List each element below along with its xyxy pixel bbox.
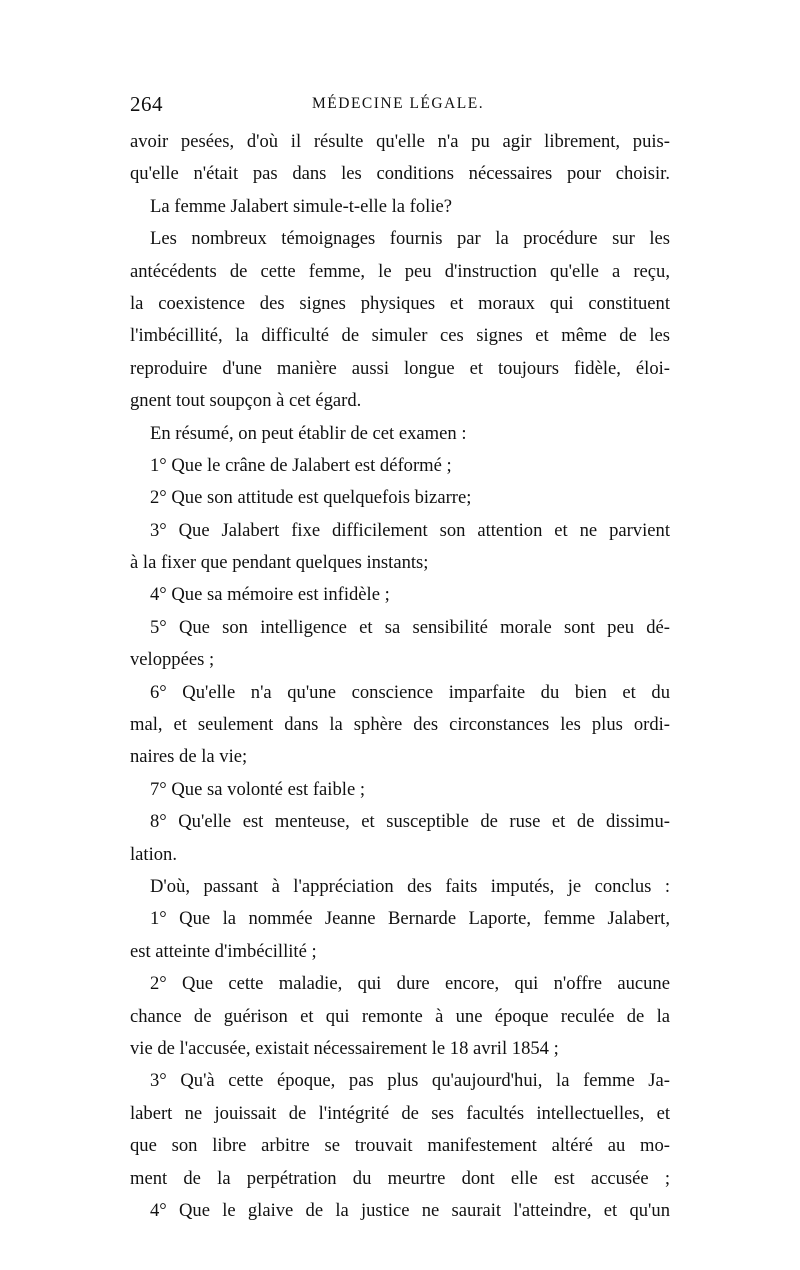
text-line: mal, et seulement dans la sphère des circonstances les plus ordi- bbox=[130, 714, 670, 736]
text-line: l'imbécillité, la difficulté de simuler ces signes et même de les bbox=[130, 325, 670, 347]
text-line: naires de la vie; bbox=[130, 746, 248, 768]
text-line: est atteinte d'imbécillité ; bbox=[130, 940, 317, 962]
running-title: MÉDECINE LÉGALE. bbox=[312, 95, 485, 112]
text-line: Les nombreux témoignages fournis par la procédure sur les bbox=[150, 228, 670, 250]
text-line: antécédents de cette femme, le peu d'instruction qu'elle a reçu, bbox=[130, 260, 670, 282]
text-line: vie de l'accusée, existait nécessairement le 18 avril 1854 ; bbox=[130, 1037, 559, 1059]
text-line: 4° Que sa mémoire est infidèle ; bbox=[150, 584, 390, 606]
text-line: 3° Que Jalabert fixe difficilement son attention et ne parvient bbox=[150, 519, 670, 541]
text-line: ment de la perpétration du meurtre dont elle est accusée ; bbox=[130, 1167, 670, 1189]
page-number: 264 bbox=[130, 92, 163, 116]
text-line: reproduire d'une manière aussi longue et toujours fidèle, éloi- bbox=[130, 357, 670, 379]
page-header bbox=[130, 92, 670, 116]
text-line: qu'elle n'était pas dans les conditions nécessaires pour choisir. bbox=[130, 163, 670, 185]
text-line: La femme Jalabert simule-t-elle la folie? bbox=[150, 195, 453, 217]
text-line: avoir pesées, d'où il résulte qu'elle n'a pu agir librement, puis- bbox=[130, 131, 670, 152]
text-line: 5° Que son intelligence et sa sensibilité morale sont peu dé- bbox=[150, 616, 670, 638]
text-line: la coexistence des signes physiques et moraux qui constituent bbox=[130, 292, 670, 314]
text-line: lation. bbox=[130, 843, 177, 865]
text-line: 4° Que le glaive de la justice ne saurait l'atteindre, et qu'un bbox=[150, 1199, 670, 1221]
text-line: labert ne jouissait de l'intégrité de ses facultés intellectuelles, et bbox=[130, 1102, 670, 1124]
text-line: chance de guérison et qui remonte à une époque reculée de la bbox=[130, 1005, 670, 1027]
text-line: 1° Que le crâne de Jalabert est déformé ; bbox=[150, 454, 452, 476]
text-line: à la fixer que pendant quelques instants; bbox=[130, 552, 429, 574]
text-line: D'où, passant à l'appréciation des faits imputés, je conclus : bbox=[150, 875, 670, 897]
text-line: gnent tout soupçon à cet égard. bbox=[130, 390, 362, 412]
text-line: que son libre arbitre se trouvait manifestement altéré au mo- bbox=[130, 1135, 670, 1157]
text-line: En résumé, on peut établir de cet examen : bbox=[150, 422, 467, 444]
text-line: 1° Que la nommée Jeanne Bernarde Laporte, femme Jalabert, bbox=[150, 908, 670, 930]
text-line: 6° Qu'elle n'a qu'une conscience imparfaite du bien et du bbox=[150, 681, 670, 703]
text-line: 8° Qu'elle est menteuse, et susceptible de ruse et de dissimu- bbox=[150, 811, 670, 833]
text-line: 7° Que sa volonté est faible ; bbox=[150, 778, 366, 800]
text-line: 2° Que cette maladie, qui dure encore, qui n'offre aucune bbox=[150, 973, 670, 995]
text-line: 2° Que son attitude est quelquefois bizarre; bbox=[150, 487, 472, 509]
text-line: veloppées ; bbox=[130, 649, 215, 671]
body-text bbox=[130, 126, 670, 1227]
text-line: 3° Qu'à cette époque, pas plus qu'aujourd'hui, la femme Ja- bbox=[150, 1070, 670, 1092]
